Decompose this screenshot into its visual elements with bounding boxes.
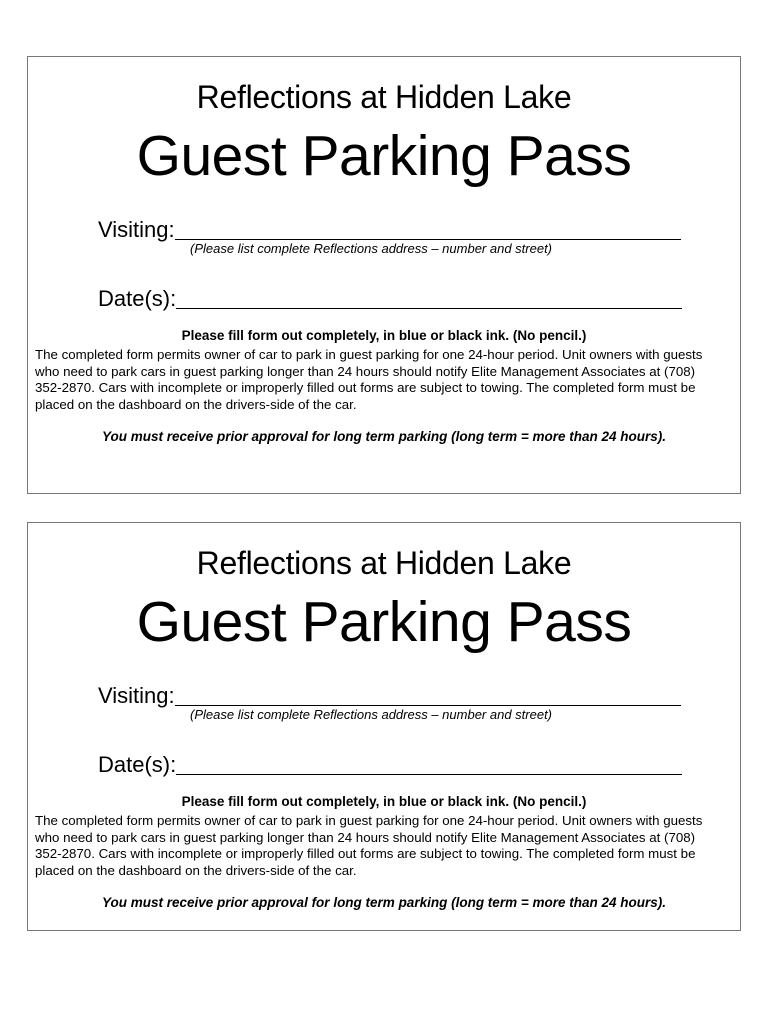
ink-instruction: Please fill form out completely, in blue or black ink. (No pencil.): [181, 328, 587, 343]
visiting-blank-line[interactable]: [175, 685, 681, 706]
rules-paragraph: [35, 347, 735, 414]
rules-line: 352-2870. Cars with incomplete or improperly filled out forms are subject to towing. The completed form must be: [35, 380, 696, 396]
community-name: Reflections at Hidden Lake: [196, 79, 572, 115]
dates-field[interactable]: [98, 286, 682, 312]
visiting-note: (Please list complete Reflections address – number and street): [190, 707, 553, 722]
visiting-label: Visiting:: [98, 217, 175, 242]
rules-line: The completed form permits owner of car to park in guest parking for one 24-hour period. Unit owners with guests: [35, 813, 703, 828]
rules-line: placed on the dashboard on the drivers-side of the car.: [35, 863, 357, 879]
pass-title: Guest Parking Pass: [136, 124, 632, 188]
visiting-field[interactable]: [98, 217, 681, 243]
pass-title: Guest Parking Pass: [136, 590, 632, 654]
dates-blank-line[interactable]: [176, 288, 682, 309]
visiting-field[interactable]: [98, 683, 681, 709]
guest-parking-pass-1: [27, 56, 741, 494]
ink-instruction: Please fill form out completely, in blue or black ink. (No pencil.): [181, 794, 587, 809]
visiting-label: Visiting:: [98, 683, 175, 708]
community-name: Reflections at Hidden Lake: [196, 545, 572, 581]
rules-paragraph: [35, 813, 735, 880]
guest-parking-pass-2: [27, 522, 741, 931]
rules-line: 352-2870. Cars with incomplete or improperly filled out forms are subject to towing. The completed form must be: [35, 846, 696, 862]
rules-line: The completed form permits owner of car to park in guest parking for one 24-hour period. Unit owners with guests: [35, 347, 703, 362]
dates-label: Date(s):: [98, 286, 177, 311]
dates-field[interactable]: [98, 752, 682, 778]
rules-line: placed on the dashboard on the drivers-side of the car.: [35, 397, 357, 413]
rules-line: who need to park cars in guest parking longer than 24 hours should notify Elite Management Associates at (708): [35, 829, 696, 845]
visiting-note: (Please list complete Reflections address – number and street): [190, 241, 553, 256]
visiting-blank-line[interactable]: [175, 219, 681, 240]
dates-label: Date(s):: [98, 752, 177, 777]
dates-blank-line[interactable]: [176, 754, 682, 775]
long-term-warning: You must receive prior approval for long term parking (long term = more than 24 hours).: [102, 895, 666, 910]
long-term-warning: You must receive prior approval for long term parking (long term = more than 24 hours).: [102, 429, 666, 444]
rules-line: who need to park cars in guest parking longer than 24 hours should notify Elite Management Associates at (708): [35, 363, 696, 379]
